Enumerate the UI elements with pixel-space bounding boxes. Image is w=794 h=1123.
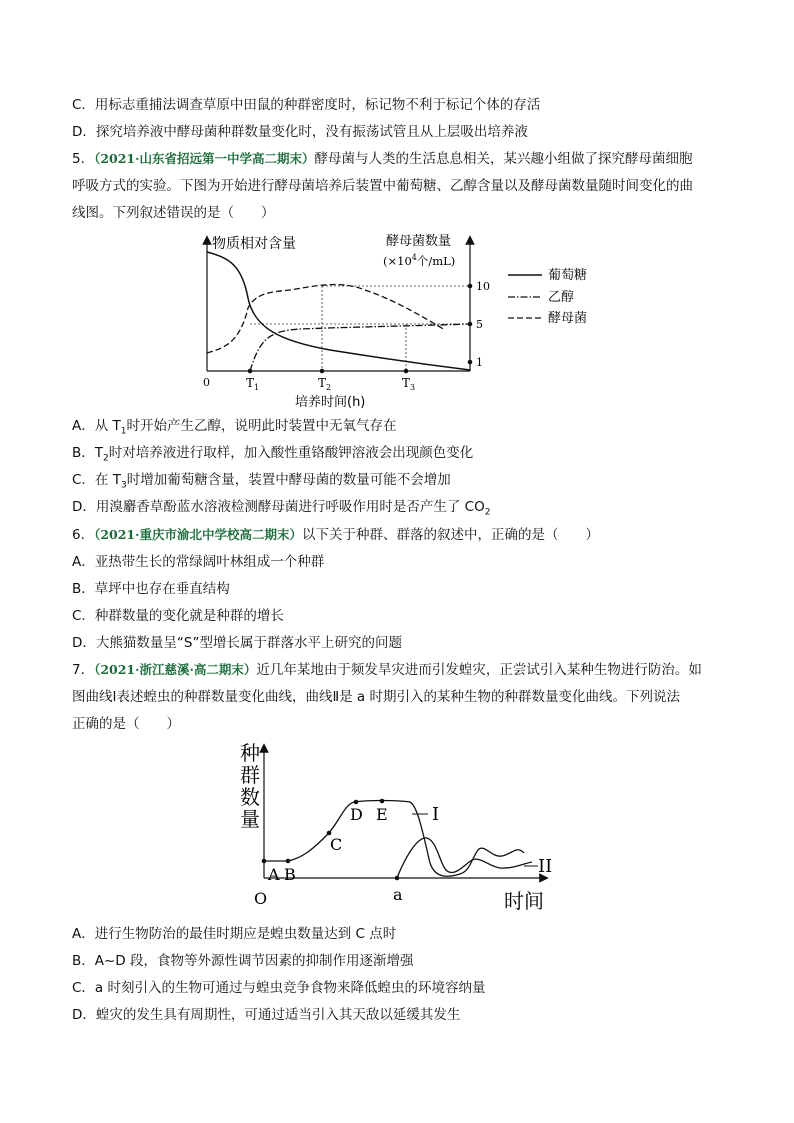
point-d-label: D [350,805,363,824]
right-tick-5: 5 [476,318,483,331]
legend-ethanol: 乙醇 [548,290,575,305]
q5-option-c: C．在 $T_3$时增加葡萄糖含量，装置中酵母菌的数量可能不会增加 [72,472,451,491]
curve-II-label: II [538,856,553,877]
q6-stem-text: 以下关于种群、群落的叙述中，正确的是（ ） [302,527,599,543]
q6-option-d: D．大熊猫数量呈“S”型增长属于群落水平上研究的问题 [72,635,402,651]
q7-number: 7． [72,662,95,678]
tick-dot-t3 [404,369,409,374]
x-tick-t2: $T_2$ [318,376,332,392]
glucose-curve [207,252,470,370]
x-mark-a-label: a [393,885,403,904]
legend-yeast: 酵母菌 [548,311,588,326]
tick-dot-t1 [248,369,253,374]
tick-dot-1 [468,360,473,365]
q5-source: （2021·山东省招远第一中学高二期末） [94,151,315,166]
legend-glucose: 葡萄糖 [548,268,588,283]
point-a-mark-dot [395,876,400,881]
point-a-label: A [268,865,280,884]
q6-option-a: A．亚热带生长的常绿阔叶林组成一个种群 [72,554,325,570]
ethanol-curve [250,324,470,371]
q7-stem-line3: 正确的是（ ） [72,716,180,732]
point-e-label: E [376,805,388,824]
y-label-char3: 数 [240,785,260,809]
q7-option-c: C．a 时刻引入的生物可通过与蝗虫竞争食物来降低蝗虫的环境容纳量 [72,980,486,996]
q5-option-a: A．从 $T_1$时开始产生乙醇，说明此时装置中无氧气存在 [72,418,397,437]
x-tick-t3: $T_3$ [402,376,416,392]
x-axis-label: 时间 [504,889,544,913]
right-tick-1: 1 [476,356,483,369]
q5-option-b: B．$T_2$时对培养液进行取样，加入酸性重铬酸钾溶液会出现颜色变化 [72,445,474,464]
q7-option-b: B．A~D 段，食物等外源性调节因素的抑制作用逐渐增强 [72,953,414,969]
right-y-axis-unit: ($\times 10^4$个/mL) [383,253,456,268]
origin-label: 0 [203,376,210,389]
q4-option-d: D．探究培养液中酵母菌种群数量变化时，没有振荡试管且从上层吸出培养液 [72,124,528,140]
point-a-dot [262,859,267,864]
q5-option-d: D．用溴麝香草酚蓝水溶液检测酵母菌进行呼吸作用时是否产生了 $CO_2$ [72,499,491,518]
q5-stem-line1 [72,149,734,169]
q6-stem [72,525,734,545]
q5-stem-line3: 线图。下列叙述错误的是（ ） [72,205,275,221]
q6-option-c: C．种群数量的变化就是种群的增长 [72,608,284,624]
point-b-dot [286,859,291,864]
tick-dot-t2 [320,369,325,374]
x-tick-t1: $T_1$ [246,376,260,392]
point-b-label: B [284,865,296,884]
q7-source: （2021·浙江慈溪·高二期末） [94,662,257,677]
point-d-dot [354,800,359,805]
q5-stem-line2: 呼吸方式的实验。下图为开始进行酵母菌培养后装置中葡萄糖、乙醇含量以及酵母菌数量随时间变化的曲 [72,178,693,194]
q7-stem-line2: 图曲线Ⅰ表述蝗虫的种群数量变化曲线，曲线Ⅱ是 a 时期引入的某种生物的种群数量变化曲线。下列说法 [72,689,680,705]
y-label-char2: 群 [240,763,260,787]
locust-chart [232,738,562,918]
left-y-axis-label: 物质相对含量 [212,236,296,252]
y-label-char4: 量 [240,807,260,831]
curve-I-label: I [432,804,440,825]
right-tick-10: 10 [476,280,490,293]
q4-option-c: C．用标志重捕法调查草原中田鼠的种群密度时，标记物不利于标记个体的存活 [72,97,541,113]
q5-stem-text: 酵母菌与人类的生活息息相关，某兴趣小组做了探究酵母菌细胞 [314,151,693,167]
curve-I [264,801,524,877]
yeast-chart [190,228,630,413]
q5-number: 5． [72,151,95,167]
right-y-axis-label: 酵母菌数量 [386,234,452,249]
q6-number: 6． [72,527,95,543]
point-c-label: C [330,835,343,854]
y-label-char1: 种 [240,741,260,765]
q6-option-b: B．草坪中也存在垂直结构 [72,581,230,597]
origin-label: O [254,889,268,908]
q7-stem-text: 近几年某地由于频发旱灾进而引发蝗灾，正尝试引入某种生物进行防治。如 [256,662,702,678]
x-axis-label: 培养时间(h) [295,395,366,410]
yeast-curve [207,285,445,353]
q6-source: （2021·重庆市渝北中学校高二期末） [94,527,302,542]
q7-stem-line1 [72,660,734,680]
q7-option-a: A．进行生物防治的最佳时期应是蝗虫数量达到 C 点时 [72,926,397,942]
point-e-dot [380,799,385,804]
q7-option-d: D．蝗灾的发生具有周期性，可通过适当引入其天敌以延缓其发生 [72,1007,461,1023]
